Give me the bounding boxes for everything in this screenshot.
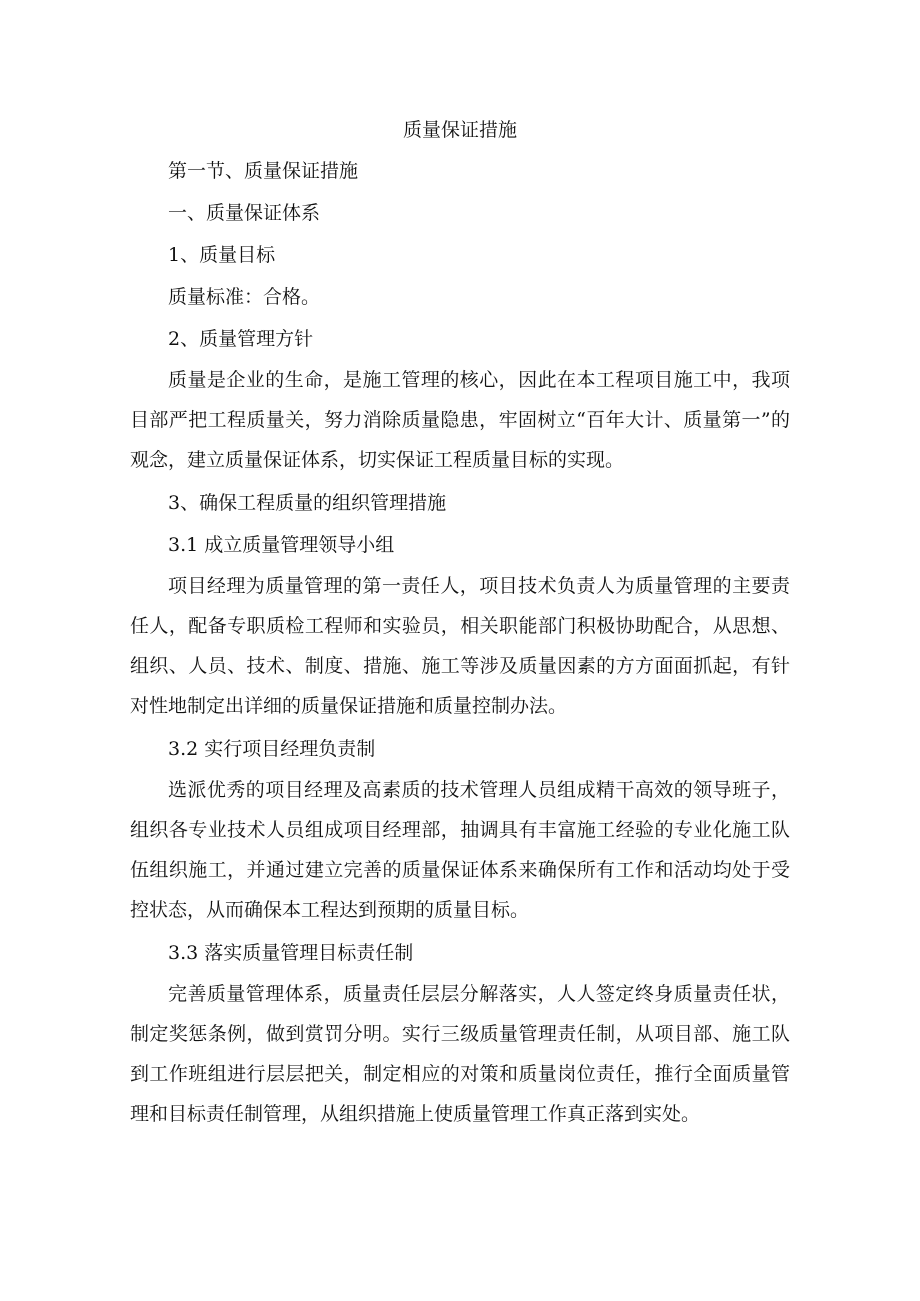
paragraph-quality-policy: 质量是企业的生命，是施工管理的核心，因此在本工程项目施工中，我项目部严把工程质量关，努力消除质量隐患，牢固树立“百年大计、质量第一”的观念，建立质量保证体系，切实保证工程质量目标的实现。 (130, 369, 790, 471)
heading-leadership-group: 3.1 成立质量管理领导小组 (168, 534, 395, 556)
heading-quality-target: 1、质量目标 (168, 244, 276, 266)
paragraph-target-responsibility: 完善质量管理体系，质量责任层层分解落实，人人签定终身质量责任状，制定奖惩条例，做到赏罚分明。实行三级质量管理责任制，从项目部、施工队到工作班组进行层层把关，制定相应的对策和质量岗位责任，推行全面质量管理和目标责任制管理，从组织措施上使质量管理工作真正落到实处。 (130, 983, 790, 1125)
paragraph-leadership-group: 项目经理为质量管理的第一责任人，项目技术负责人为质量管理的主要责任人，配备专职质检工程师和实验员，相关职能部门积极协助配合，从思想、组织、人员、技术、制度、措施、施工等涉及质量因素的方方面面抓起，有针对性地制定出详细的质量保证措施和质量控制办法。 (130, 575, 790, 717)
heading-organization-measures: 3、确保工程质量的组织管理措施 (168, 492, 447, 514)
heading-quality-policy: 2、质量管理方针 (168, 328, 314, 350)
heading-manager-responsibility: 3.2 实行项目经理负责制 (168, 738, 376, 760)
heading-quality-system: 一、质量保证体系 (168, 202, 321, 224)
section-heading: 第一节、质量保证措施 (168, 160, 359, 182)
document-title: 质量保证措施 (402, 119, 517, 141)
heading-target-responsibility: 3.3 落实质量管理目标责任制 (168, 942, 414, 964)
document-body (130, 110, 790, 1134)
quality-standard-text: 质量标准：合格。 (168, 286, 321, 308)
paragraph-manager-responsibility: 选派优秀的项目经理及高素质的技术管理人员组成精干高效的领导班子，组织各专业技术人员组成项目经理部，抽调具有丰富施工经验的专业化施工队伍组织施工，并通过建立完善的质量保证体系来确保所有工作和活动均处于受控状态，从而确保本工程达到预期的质量目标。 (130, 779, 790, 921)
